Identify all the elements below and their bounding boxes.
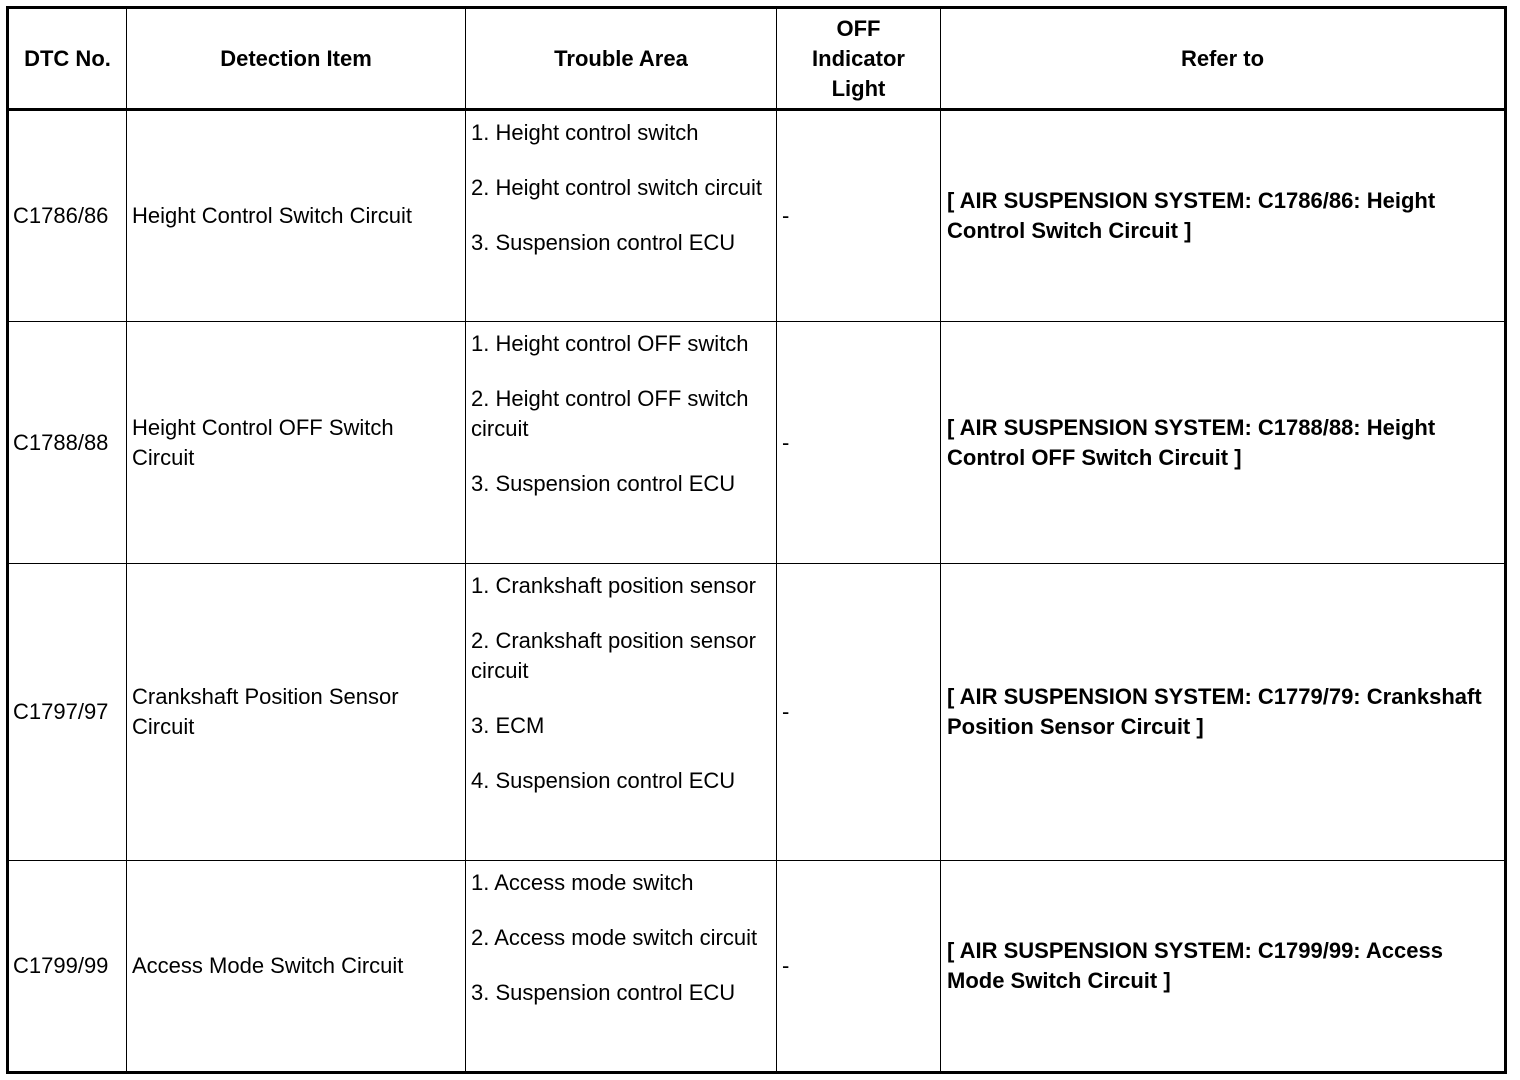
trouble-area-item: 2. Access mode switch circuit xyxy=(471,925,758,950)
dtc-cell: C1799/99 xyxy=(8,861,127,1073)
header-indicator-line1: OFF xyxy=(836,15,881,41)
header-refer-to: Refer to xyxy=(941,8,1506,110)
indicator-cell: - xyxy=(777,861,941,1073)
trouble-area-item: 2. Height control switch circuit xyxy=(471,175,762,200)
header-detection-item: Detection Item xyxy=(127,8,466,110)
table-row xyxy=(8,564,1506,861)
trouble-area-list xyxy=(471,868,771,1008)
trouble-area-item: 1. Height control OFF switch xyxy=(471,331,749,356)
table-body xyxy=(8,110,1506,1073)
detection-item-cell: Crankshaft Position Sensor Circuit xyxy=(127,564,466,861)
indicator-cell: - xyxy=(777,110,941,322)
table-row xyxy=(8,322,1506,564)
header-indicator-line3: Light xyxy=(831,75,886,101)
table-row xyxy=(8,110,1506,322)
trouble-area-item: 2. Height control OFF switch circuit xyxy=(471,386,749,441)
trouble-area-item: 3. Suspension control ECU xyxy=(471,471,736,496)
trouble-area-list xyxy=(471,329,771,499)
detection-item-cell: Height Control Switch Circuit xyxy=(127,110,466,322)
refer-to-cell: [ AIR SUSPENSION SYSTEM: C1799/99: Access Mode Switch Circuit ] xyxy=(941,861,1506,1073)
trouble-area-item: 2. Crankshaft position sensor circuit xyxy=(471,628,756,683)
trouble-area-cell xyxy=(466,110,777,322)
indicator-cell: - xyxy=(777,564,941,861)
dtc-cell: C1786/86 xyxy=(8,110,127,322)
indicator-cell: - xyxy=(777,322,941,564)
refer-to-cell: [ AIR SUSPENSION SYSTEM: C1786/86: Height Control Switch Circuit ] xyxy=(941,110,1506,322)
header-off-indicator-light xyxy=(777,8,941,110)
detection-item-cell: Access Mode Switch Circuit xyxy=(127,861,466,1073)
trouble-area-item: 3. ECM xyxy=(471,713,545,738)
refer-to-cell: [ AIR SUSPENSION SYSTEM: C1779/79: Crankshaft Position Sensor Circuit ] xyxy=(941,564,1506,861)
dtc-table xyxy=(6,6,1507,1074)
dtc-cell: C1797/97 xyxy=(8,564,127,861)
header-indicator-line2: Indicator xyxy=(812,45,905,71)
trouble-area-list xyxy=(471,118,771,258)
header-row xyxy=(8,8,1506,110)
trouble-area-item: 1. Height control switch xyxy=(471,120,699,145)
trouble-area-cell xyxy=(466,564,777,861)
trouble-area-item: 4. Suspension control ECU xyxy=(471,768,736,793)
trouble-area-item: 1. Access mode switch xyxy=(471,870,694,895)
trouble-area-cell xyxy=(466,322,777,564)
table-header xyxy=(8,8,1506,110)
header-dtc-no: DTC No. xyxy=(8,8,127,110)
trouble-area-item: 3. Suspension control ECU xyxy=(471,230,736,255)
trouble-area-item: 1. Crankshaft position sensor xyxy=(471,573,756,598)
header-trouble-area: Trouble Area xyxy=(466,8,777,110)
trouble-area-item: 3. Suspension control ECU xyxy=(471,980,736,1005)
detection-item-cell: Height Control OFF Switch Circuit xyxy=(127,322,466,564)
trouble-area-list xyxy=(471,571,771,796)
dtc-cell: C1788/88 xyxy=(8,322,127,564)
refer-to-cell: [ AIR SUSPENSION SYSTEM: C1788/88: Height Control OFF Switch Circuit ] xyxy=(941,322,1506,564)
table-row xyxy=(8,861,1506,1073)
trouble-area-cell xyxy=(466,861,777,1073)
